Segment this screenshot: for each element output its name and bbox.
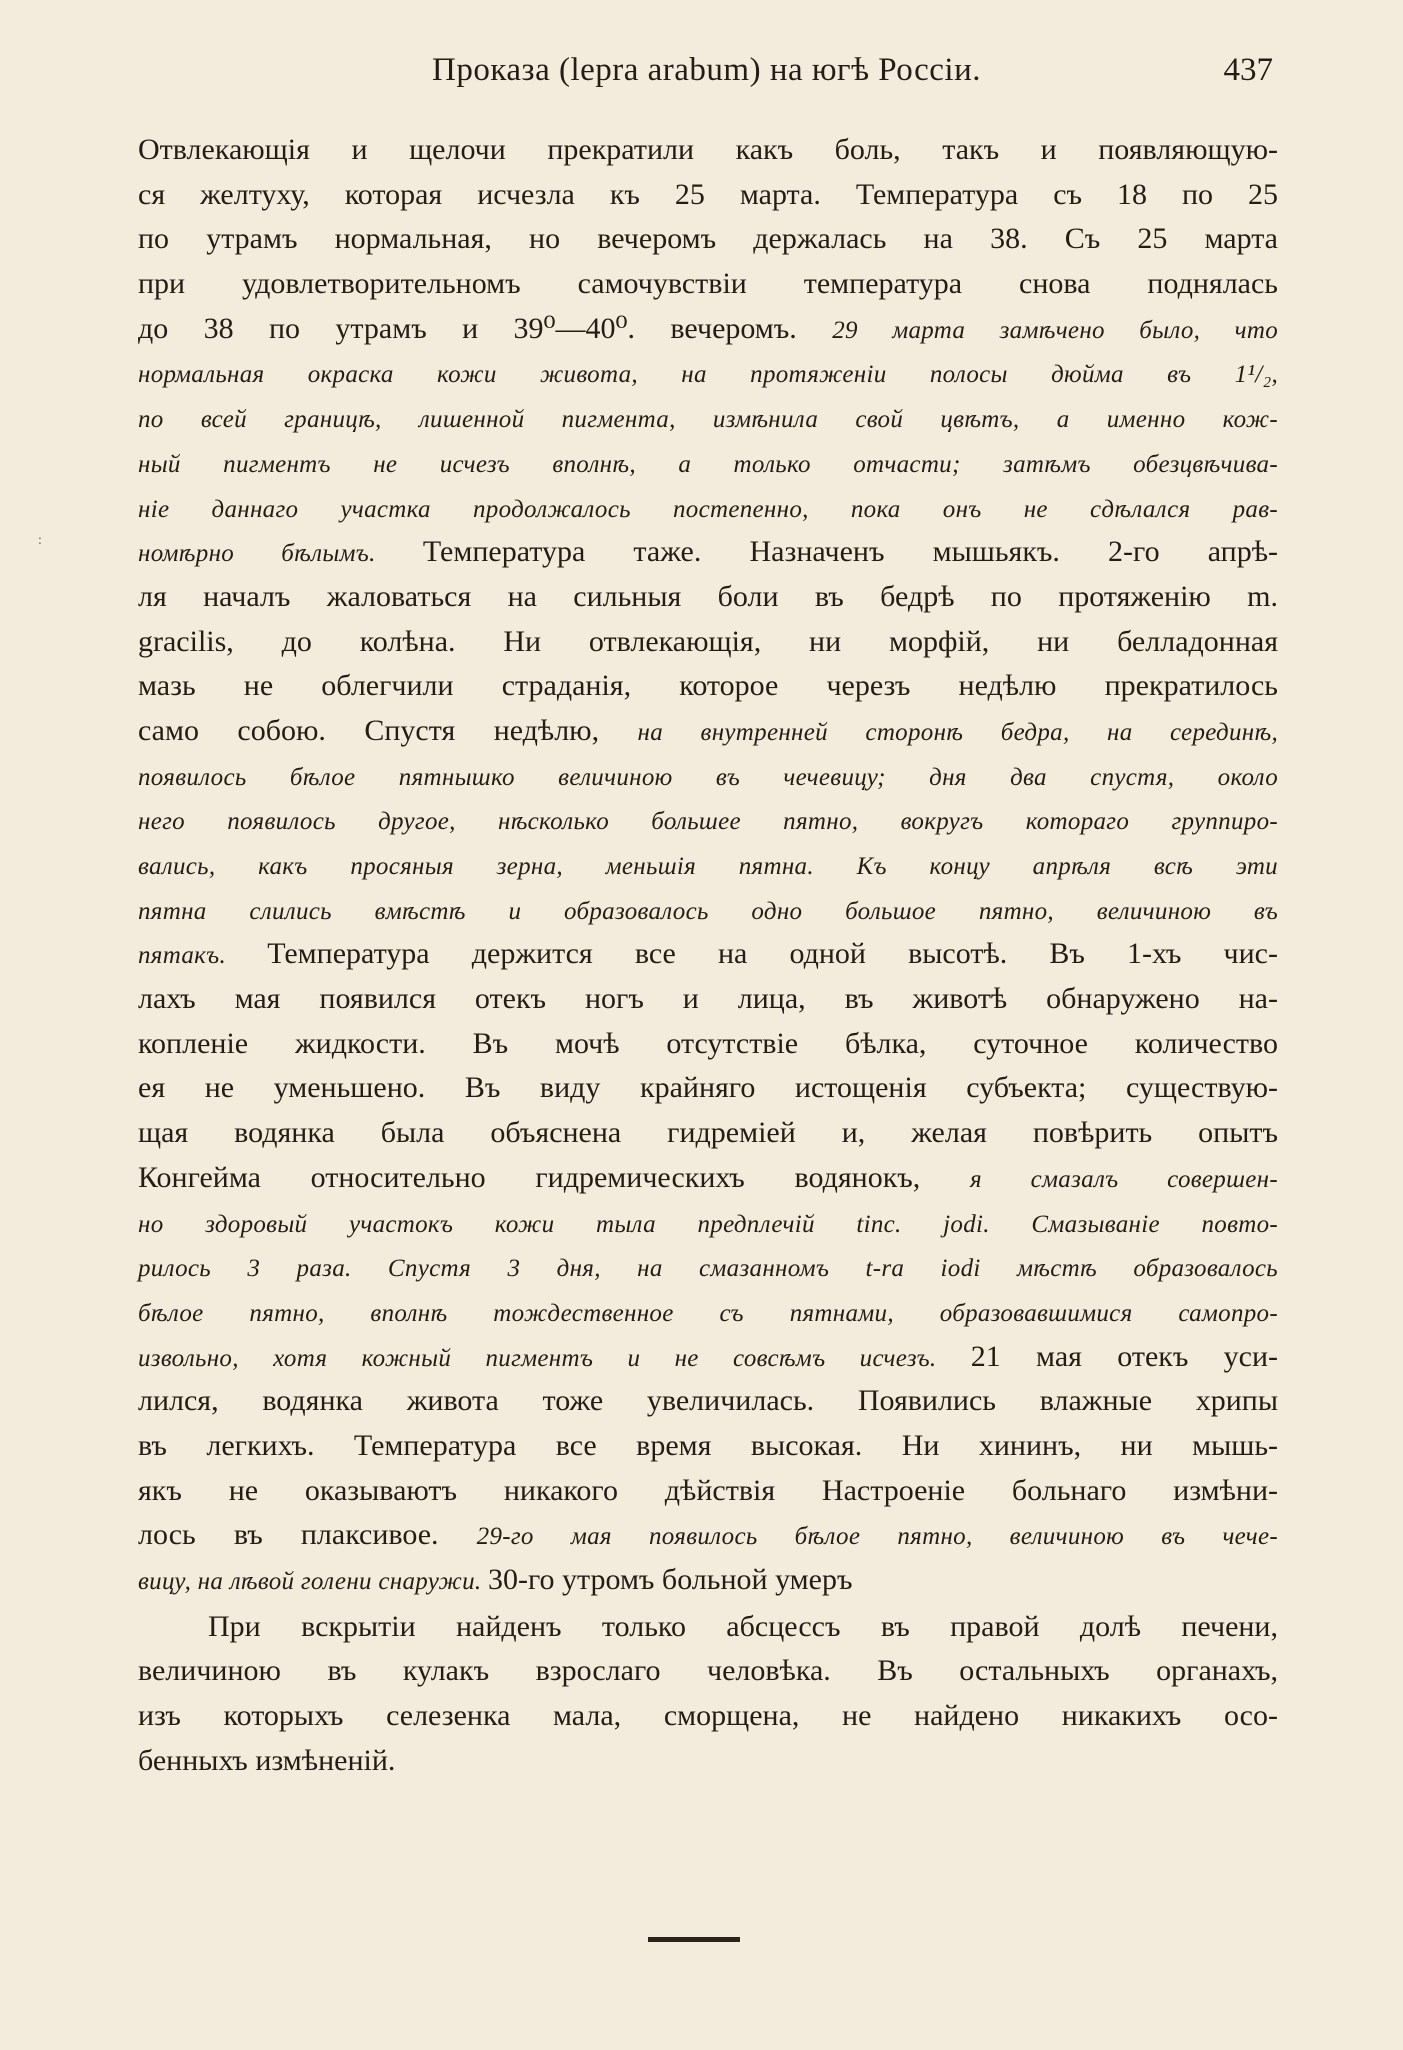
paragraph-1-line [138,843,1278,888]
text-run: лился, водянка живота тоже увеличилась. Появились влажные хрипы [138,1384,1278,1418]
text-run: само собою. Спустя недѣлю, [138,713,638,747]
italic-text: по всей границѣ, лишенной пигмента, измѣнила свой цвѣтъ, а именно кож- [138,406,1278,434]
text-run: Конгейма относительно гидремическихъ водянокъ, [138,1160,970,1194]
paragraph-1-line [138,1201,1278,1246]
italic-text: рилось 3 раза. Спустя 3 дня, на смазанномъ t-ra iodi мѣстѣ образовалось [138,1255,1278,1283]
italic-text: него появилось другое, нѣсколько большее пятно, вокругъ котораго группиро- [138,808,1278,836]
text-run: величиною въ кулакъ взрослаго человѣка. Въ остальныхъ органахъ, [138,1654,1278,1688]
text-run: 30-го утромъ больной умеръ [487,1563,853,1596]
paragraph-1-line [138,932,1278,977]
italic-text: я смазалъ совершен- [969,1165,1278,1193]
text-run: лось въ плаксивое. [138,1518,477,1552]
page-number: 437 [1223,52,1273,88]
paragraph-1 [138,128,1278,1603]
paragraph-1-line [138,307,1278,352]
paragraph-1-line [138,1245,1278,1290]
italic-text: ный пигментъ не исчезъ вполнѣ, а только отчасти; затѣмъ обезцвѣчива- [138,450,1278,478]
paragraph-1-line [138,441,1278,486]
italic-text: нормальная окраска кожи живота, на протяженіи полосы дюйма въ 1¹/₂, [138,361,1278,389]
italic-text: 29-го мая появилось бѣлое пятно, величиною въ чече- [476,1523,1278,1551]
page-header [140,44,1273,114]
text-run: въ легкихъ. Температура все время высокая. Ни хининъ, ни мышь- [138,1428,1278,1462]
italic-text: появилось бѣлое пятнышко величиною въ чечевицу; дня два спустя, около [138,763,1278,791]
paragraph-1-line [138,262,1278,307]
italic-text: извольно, хотя кожный пигментъ и не совсѣмъ исчезъ. [138,1344,971,1372]
text-run: ся желтуху, которая исчезла къ 25 марта. Температура съ 18 по 25 [138,177,1278,211]
text-run: щая водянка была объяснена гидреміей и, желая повѣрить опытъ [138,1116,1278,1150]
paragraph-1-line [138,977,1278,1022]
paragraph-1-line [138,128,1278,173]
italic-text: пятакъ. [138,942,268,970]
paragraph-1-line [138,1469,1278,1514]
paragraph-1-line [138,173,1278,218]
paragraph-1-line [138,1513,1278,1558]
text-run: бенныхъ измѣненій. [138,1743,396,1777]
text-run: 21 мая отекъ уси- [970,1339,1279,1373]
end-rule [648,1937,740,1942]
italic-text: на внутренней сторонѣ бедра, на серединѣ, [637,718,1278,746]
paragraph-2 [138,1605,1278,1784]
italic-text: вицу, на лѣвой голени снаружи. [138,1568,488,1595]
text-run: якъ не оказываютъ никакого дѣйствія Настроеніе больнаго измѣни- [138,1473,1278,1507]
paragraph-1-line [138,1424,1278,1469]
paragraph-1-line [138,664,1278,709]
text-run: при удовлетворительномъ самочувствіи температура снова поднялась [138,267,1278,301]
paragraph-2-line [138,1739,1278,1784]
italic-text: вались, какъ просяныя зерна, меньшія пятна. Къ концу апрѣля всѣ эти [138,853,1278,880]
italic-text: 29 марта замѣчено было, что [832,316,1278,344]
paragraph-1-line [138,709,1278,754]
text-run: мазь не облегчили страданія, которое черезъ недѣлю прекратилось [138,669,1278,703]
text-run: Отвлекающія и щелочи прекратили какъ боль, такъ и появляющую- [138,133,1278,166]
text-run: Температура таже. Назначенъ мышьякъ. 2-го апрѣ- [422,535,1279,569]
paragraph-1-line [138,754,1278,799]
paragraph-1-line [138,1156,1278,1201]
paragraph-1-line [138,1111,1278,1156]
paragraph-1-line [138,1022,1278,1067]
text-run: лахъ мая появился отекъ ногъ и лица, въ животѣ обнаружено на- [138,982,1278,1016]
paragraph-1-line [138,888,1278,933]
text-run: изъ которыхъ селезенка мала, сморщена, не найдено никакихъ осо- [138,1699,1278,1733]
paragraph-1-line [138,396,1278,441]
paragraph-1-line [138,530,1278,575]
paragraph-2-line [138,1694,1278,1739]
paragraph-1-line [138,575,1278,620]
italic-text: ніе даннаго участка продолжалось постепенно, пока онъ не сдѣлался рав- [138,495,1278,523]
margin-mark: : [38,533,42,548]
running-title: Проказа (lepra arabum) на югѣ Россіи. [432,52,981,88]
italic-text: пятна слились вмѣстѣ и образовалось одно большое пятно, величиною въ [138,897,1278,925]
paragraph-1-line [138,351,1278,396]
italic-text: номѣрно бѣлымъ. [138,540,423,568]
text-run: При вскрытіи найденъ только абсцессъ въ правой долѣ печени, [208,1609,1278,1643]
paragraph-1-line [138,1290,1278,1335]
italic-text: но здоровый участокъ кожи тыла предплечій tinc. jodi. Смазываніе повто- [138,1210,1278,1238]
paragraph-1-line [138,1066,1278,1111]
paragraph-1-line [138,1379,1278,1424]
text-run: gracilis, до колѣна. Ни отвлекающія, ни морфій, ни белладонная [138,624,1278,658]
paragraph-1-line [138,1335,1278,1380]
body-text [138,128,1278,1783]
paragraph-1-line [138,486,1278,531]
text-run: по утрамъ нормальная, но вечеромъ держалась на 38. Съ 25 марта [138,222,1278,256]
text-run: копленіе жидкости. Въ мочѣ отсутствіе бѣлка, суточное количество [138,1026,1278,1060]
italic-text: бѣлое пятно, вполнѣ тождественное съ пятнами, образовавшимися самопро- [138,1299,1278,1327]
text-run: ля началъ жаловаться на сильныя боли въ бедрѣ по протяженію m. [138,579,1278,613]
paragraph-1-line [138,1558,1278,1603]
text-run: Температура держится все на одной высотѣ. Въ 1-хъ чис- [267,937,1278,971]
paragraph-1-line [138,620,1278,665]
paragraph-1-line [138,798,1278,843]
paragraph-2-line [138,1605,1278,1650]
text-run: ея не уменьшено. Въ виду крайняго истощенія субъекта; существую- [138,1071,1278,1105]
paragraph-1-line [138,217,1278,262]
paragraph-2-line [138,1649,1278,1694]
text-run: до 38 по утрамъ и 39⁰—40⁰. вечеромъ. [138,311,833,345]
